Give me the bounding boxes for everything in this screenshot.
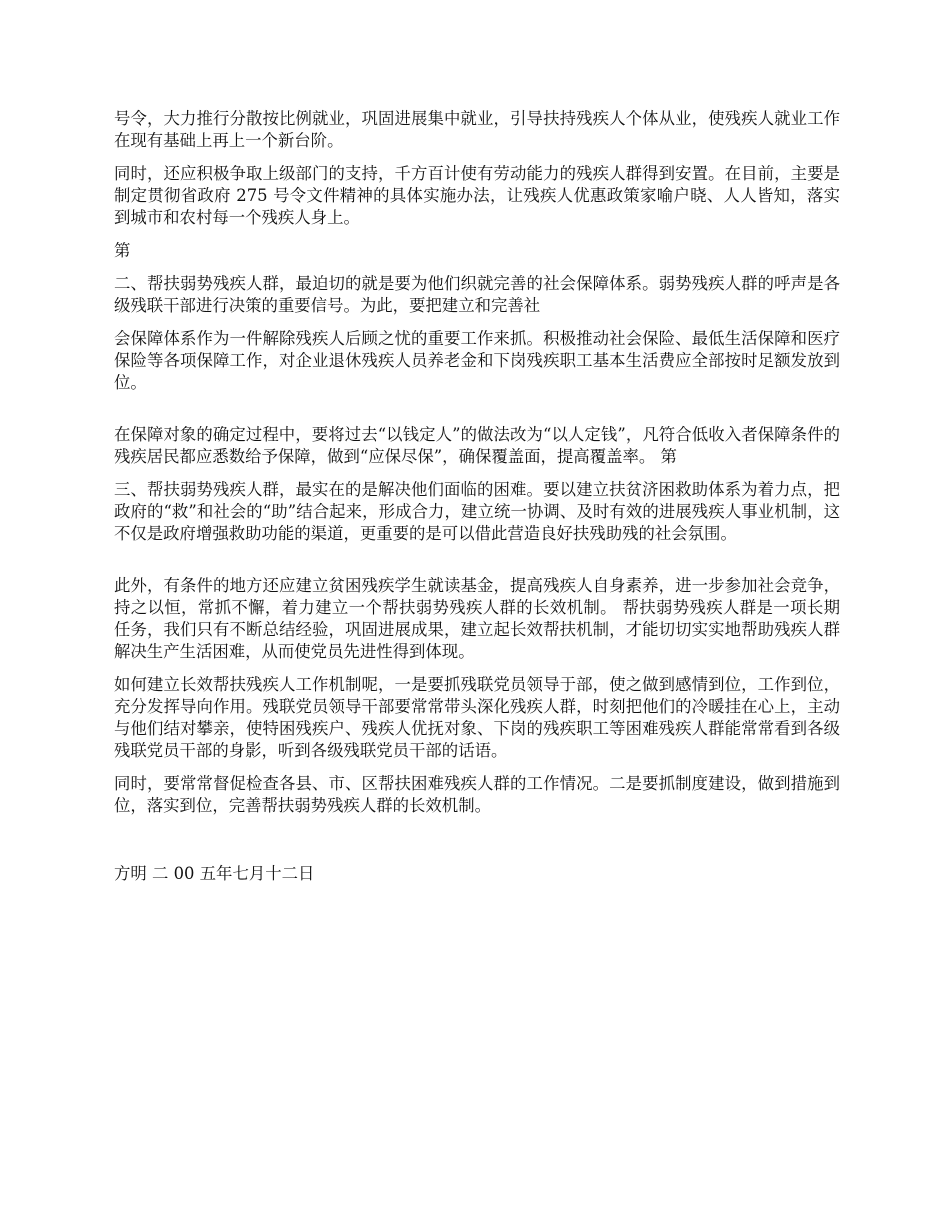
signature-line: 方明 二 00 五年七月十二日: [114, 864, 315, 883]
paragraph-2: 同时，还应积极争取上级部门的支持，千方百计使有劳动能力的残疾人群得到安置。在目前，主要是制定贯彻省政府 275 号令文件精神的具体实施办法，让残疾人优惠政策家喻户晓、人人皆知，落实到城市和农村每一个残疾人身上。: [114, 164, 840, 227]
paragraph-8: 此外，有条件的地方还应建立贫困残疾学生就读基金，提高残疾人自身素养，进一步参加社会竞争，持之以恒，常抓不懈，着力建立一个帮扶弱势残疾人群的长效机制。 帮扶弱势残疾人群是一项长期任务，我们只有不断总结经验，巩固进展成果，建立起长效帮扶机制，才能切切实实地帮助残疾人群解决生产生活困难，从而使党员先进性得到体现。: [114, 576, 840, 661]
paragraph-5: 会保障体系作为一件解除残疾人后顾之忧的重要工作来抓。积极推动社会保险、最低生活保障和医疗保险等各项保障工作，对企业退休残疾人员养老金和下岗残疾职工基本生活费应全部按时足额发放到位。: [114, 329, 840, 392]
paragraph-3: 第: [114, 241, 131, 260]
paragraph-4: 二、帮扶弱势残疾人群，最迫切的就是要为他们织就完善的社会保障体系。弱势残疾人群的呼声是各级残联干部进行决策的重要信号。为此，要把建立和完善社: [114, 274, 840, 315]
paragraph-10: 同时，要常常督促检查各县、市、区帮扶困难残疾人群的工作情况。二是要抓制度建设，做到措施到位，落实到位，完善帮扶弱势残疾人群的长效机制。: [114, 774, 840, 815]
paragraph-6: 在保障对象的确定过程中，要将过去“以钱定人”的做法改为“以人定钱”，凡符合低收入者保障条件的残疾居民都应悉数给予保障，做到“应保尽保”，确保覆盖面，提高覆盖率。 第: [114, 425, 840, 466]
document-body: [114, 108, 840, 885]
paragraph-7: 三、帮扶弱势残疾人群，最实在的是解决他们面临的困难。要以建立扶贫济困救助体系为着力点，把政府的“救”和社会的“助”结合起来，形成合力，建立统一协调、及时有效的进展残疾人事业机制，这不仅是政府增强救助功能的渠道，更重要的是可以借此营造良好扶残助残的社会氛围。: [114, 480, 840, 543]
paragraph-9: 如何建立长效帮扶残疾人工作机制呢，一是要抓残联党员领导于部，使之做到感情到位，工作到位，充分发挥导向作用。残联党员领导干部要常常带头深化残疾人群，时刻把他们的冷暖挂在心上，主动与他们结对攀亲，使特困残疾户、残疾人优抚对象、下岗的残疾职工等困难残疾人群能常常看到各级残联党员干部的身影，听到各级残联党员干部的话语。: [114, 675, 840, 760]
paragraph-1: 号令，大力推行分散按比例就业，巩固进展集中就业，引导扶持残疾人个体从业，使残疾人就业工作在现有基础上再上一个新台阶。: [114, 109, 840, 150]
